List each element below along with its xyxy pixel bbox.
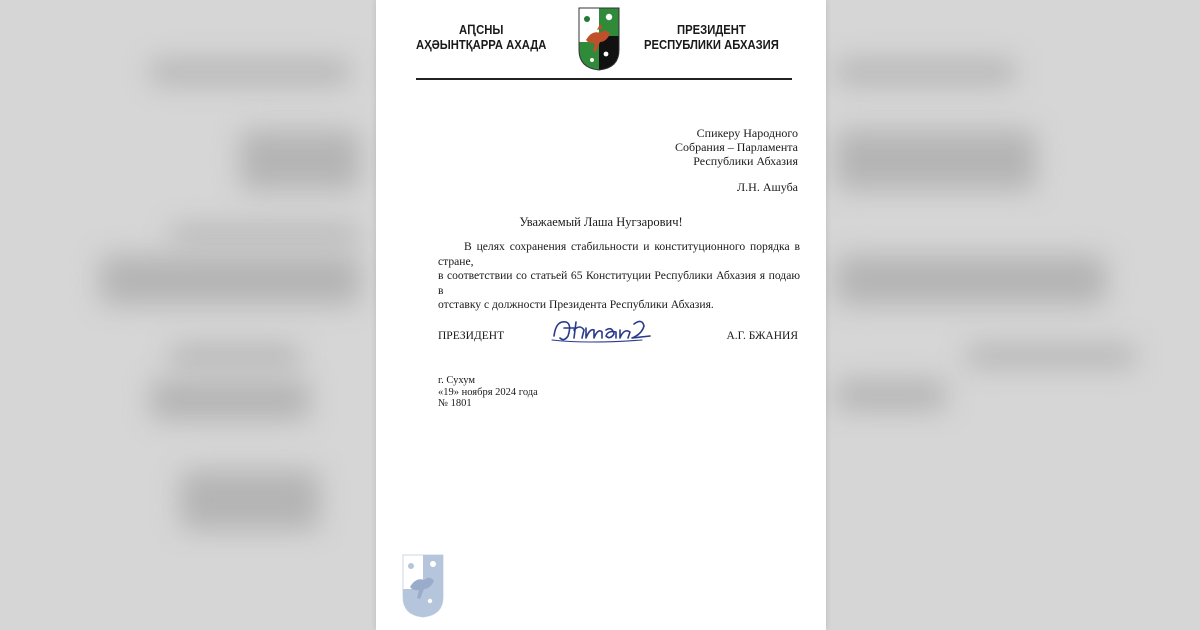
letterhead-russian-title <box>644 23 779 53</box>
letterhead-left-line2: АҲӘЫНТҚАРРА АХАДА <box>416 38 547 52</box>
footer-date: «19» ноября 2024 года <box>438 386 538 398</box>
signatory-name: А.Г. БЖАНИЯ <box>726 330 798 342</box>
blurred-background-right <box>826 0 1200 630</box>
blurred-background-left <box>0 0 376 630</box>
handwritten-signature-icon <box>546 310 666 350</box>
body-line-3: отставку с должности Президента Республики Абхазия. <box>438 298 714 311</box>
document-footer <box>438 375 538 410</box>
addressee-name: Л.Н. Ашуба <box>737 180 798 194</box>
letterhead-left-line1: АԤСНЫ <box>459 23 504 37</box>
salutation: Уважаемый Лаша Нугзарович! <box>519 215 683 229</box>
addressee-line2: Собрания – Парламента <box>674 140 798 154</box>
addressee-line3: Республики Абхазия <box>693 154 798 168</box>
addressee-line1: Спикеру Народного <box>696 126 798 140</box>
letter-body <box>438 240 800 313</box>
body-line-1: В целях сохранения стабильности и конституционного порядка в стране, <box>438 240 800 268</box>
footer-city: г. Сухум <box>438 375 475 386</box>
body-line-2: в соответствии со статьей 65 Конституции Республики Абхазия я подаю в <box>438 269 800 297</box>
addressee-block <box>675 126 798 168</box>
emblem-watermark-icon <box>400 553 446 619</box>
letterhead-right-line2: РЕСПУБЛИКИ АБХАЗИЯ <box>644 38 779 52</box>
abkhazia-coat-of-arms-icon <box>576 6 622 72</box>
letter-document <box>376 0 826 630</box>
letterhead-divider <box>416 78 792 80</box>
letterhead-right-line1: ПРЕЗИДЕНТ <box>677 23 746 37</box>
footer-number: № 1801 <box>438 398 472 409</box>
letterhead-abkhaz-title <box>416 23 546 53</box>
signatory-title: ПРЕЗИДЕНТ <box>438 330 505 342</box>
